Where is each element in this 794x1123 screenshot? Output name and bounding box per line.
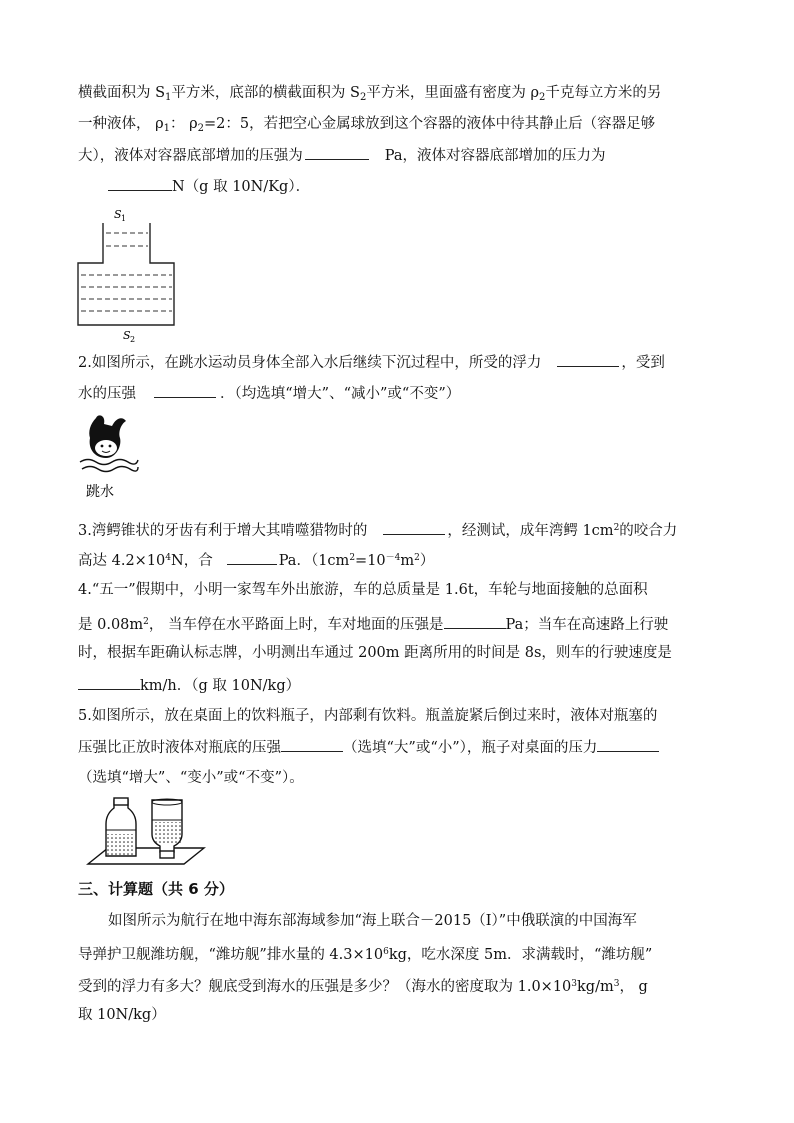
answer-blank[interactable] (227, 550, 277, 565)
q5-text: （选填“大”或“小”），瓶子对桌面的压力 (343, 740, 598, 756)
q4-text: 是 0.08m (78, 617, 144, 633)
s3-line-3 (78, 974, 648, 997)
s3-text: 受到的浮力有多大？舰底受到海水的压强是多少？（海水的密度取为 1.0×10 (78, 979, 572, 995)
superscript: 2 (414, 553, 420, 563)
q5-text: 5.如图所示，放在桌面上的饮料瓶子，内部剩有饮料。瓶盖旋紧后倒过来时，液体对瓶塞的 (78, 708, 658, 724)
q1-text: 千克每立方米的另 (545, 85, 662, 101)
q1-text: N（g 取 10N/Kg）． (172, 179, 311, 195)
q2-text: ，受到 (621, 355, 665, 371)
q4-text: ， 当车停在水平路面上时，车对地面的压强是 (148, 617, 444, 633)
superscript: 4 (165, 553, 172, 563)
q5-line-2 (78, 737, 659, 758)
fig-label-s2-sub: 2 (130, 335, 136, 343)
fig-label-s2: S (123, 329, 131, 342)
q5-text: （选填“增大”、“变小”或“不变”）。 (78, 770, 304, 786)
fig-label-s1-sub: 1 (121, 214, 127, 223)
q4-text: Pa；当车在高速路上行驶 (505, 617, 669, 633)
q1-line-2 (78, 114, 655, 139)
subscript: 2 (197, 123, 205, 134)
subscript: 1 (163, 123, 171, 134)
s3-line-4 (78, 1005, 166, 1025)
q3-line-2 (78, 548, 434, 571)
s3-text: kg/m (577, 979, 614, 995)
section-heading (78, 879, 234, 899)
s3-text: 取 10N/kg） (78, 1007, 166, 1023)
section-heading-text: 三、计算题（共 6 分） (78, 880, 234, 898)
q4-text: 时，根据车距确认标志牌，小明测出车通过 200m 距离所用的时间是 8s，则车的行驶速度是 (78, 645, 672, 661)
superscript: 2 (613, 523, 620, 533)
diver-figure (76, 412, 146, 502)
answer-blank[interactable] (281, 737, 343, 752)
q3-text: Pa．（1cm (278, 553, 350, 569)
q3-text: ，经测试，成年湾鳄 1cm (447, 523, 614, 539)
q3-text: 3.湾鳄锥状的牙齿有利于增大其啃噬猎物时的 (78, 523, 368, 539)
fig-label-s1: S (114, 208, 122, 221)
q1-line-4 (108, 176, 310, 197)
answer-blank[interactable] (383, 520, 445, 535)
answer-blank[interactable] (154, 383, 216, 398)
q1-line-1 (78, 83, 661, 108)
q1-text: Pa，液体对容器底部增加的压力为 (384, 148, 606, 164)
s3-text: 导弹护卫舰潍坊舰，“潍坊舰”排水量的 4.3×10 (78, 947, 384, 963)
answer-blank[interactable] (305, 145, 369, 160)
q5-line-3 (78, 768, 304, 788)
q3-text: N，合 (171, 553, 213, 569)
q1-text: 一种液体， ρ (78, 116, 164, 132)
q3-text: ） (419, 553, 435, 569)
q1-text: 平方米，里面盛有密度为 ρ (366, 85, 539, 101)
superscript: 3 (571, 979, 578, 989)
answer-blank[interactable] (597, 737, 659, 752)
q1-text: 横截面积为 S (78, 85, 166, 101)
superscript: 2 (143, 617, 149, 627)
superscript: 3 (613, 979, 620, 989)
s3-text: 如图所示为航行在地中海东部海域参加“海上联合－2015（Ⅰ）”中俄联演的中国海军 (108, 913, 637, 929)
q2-line-2 (78, 383, 460, 404)
q2-line-1 (78, 352, 665, 373)
s3-text: kg，吃水深度 5m．求满载时，“潍坊舰” (388, 947, 653, 963)
subscript: 1 (165, 92, 172, 103)
q3-text: 的咬合力 (619, 523, 678, 539)
q3-text: =10 (355, 553, 386, 569)
q3-text: m (400, 553, 415, 569)
q4-line-2 (78, 612, 668, 635)
q4-line-3 (78, 643, 672, 663)
subscript: 2 (538, 92, 546, 103)
subscript: 2 (359, 92, 367, 103)
diver-label: 跳水 (86, 484, 114, 500)
q4-text: km/h．（g 取 10N/kg） (140, 678, 301, 694)
answer-blank[interactable] (108, 176, 172, 191)
q1-line-3 (78, 145, 606, 166)
s3-text: ， g (619, 979, 648, 995)
q4-line-4 (78, 675, 300, 696)
q4-text: 4.“五一”假期中，小明一家驾车外出旅游，车的总质量是 1.6t，车轮与地面接触的总面积 (78, 582, 648, 598)
answer-blank[interactable] (444, 614, 506, 629)
superscript: －4 (385, 553, 401, 563)
s3-line-2 (78, 942, 652, 965)
q4-line-1 (78, 580, 648, 600)
q1-text: ： ρ (170, 116, 198, 132)
answer-blank[interactable] (557, 352, 619, 367)
s3-line-1 (108, 911, 637, 931)
q2-text: 2.如图所示，在跳水运动员身体全部入水后继续下沉过程中，所受的浮力 (78, 355, 542, 371)
superscript: 2 (349, 553, 356, 563)
q5-line-1 (78, 706, 657, 726)
superscript: 6 (383, 947, 389, 957)
q2-text: 水的压强 (78, 386, 136, 402)
container-figure (76, 203, 186, 343)
q1-text: =2：5，若把空心金属球放到这个容器的液体中待其静止后（容器足够 (204, 116, 656, 132)
q1-text: 平方米，底部的横截面积为 S (171, 85, 360, 101)
q3-text: 高达 4.2×10 (78, 553, 166, 569)
q1-text: 大），液体对容器底部增加的压强为 (78, 148, 303, 164)
q3-line-1 (78, 518, 677, 541)
q5-text: 压强比正放时液体对瓶底的压强 (78, 740, 281, 756)
q2-text: ．（均选填“增大”、“减小”或“不变”） (220, 386, 461, 402)
answer-blank[interactable] (78, 675, 140, 690)
bottles-figure (86, 796, 206, 868)
